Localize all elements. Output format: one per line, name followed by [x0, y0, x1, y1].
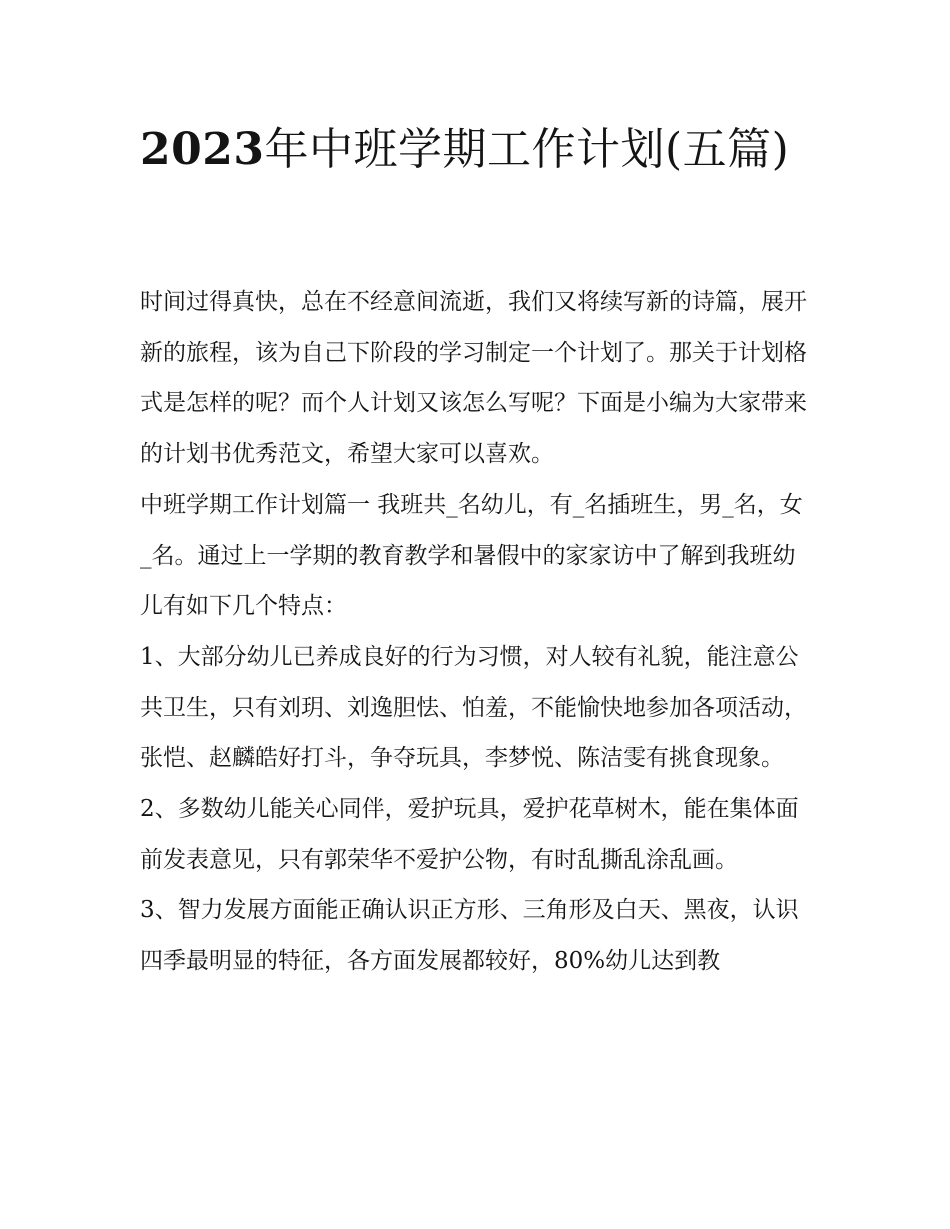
title-year: 2023 — [140, 124, 265, 175]
document-body — [140, 277, 812, 987]
list-item-3: 3、智力发展方面能正确认识正方形、三角形及白天、黑夜，认识四季最明显的特征，各方面发展都较好，80%幼儿达到教 — [140, 897, 799, 975]
intro-paragraph: 时间过得真快，总在不经意间流逝，我们又将续写新的诗篇，展开新的旅程，该为自己下阶段的学习制定一个计划了。那关于计划格式是怎样的呢？而个人计划又该怎么写呢？下面是小编为大家带来的计划书优秀范文，希望大家可以喜欢。 — [140, 289, 807, 468]
list-item-2: 2、多数幼儿能关心同伴，爱护玩具，爱护花草树木，能在集体面前发表意见，只有郭荣华不爱护公物，有时乱撕乱涂乱画。 — [140, 796, 799, 873]
document-title — [140, 110, 812, 190]
title-text: 年中班学期工作计划(五篇) — [264, 124, 790, 175]
list-item-1: 1、大部分幼儿已养成良好的行为习惯，对人较有礼貌，能注意公共卫生，只有刘玥、刘逸胆怯、怕羞，不能愉快地参加各项活动，张恺、赵麟皓好打斗，争夺玩具，李梦悦、陈洁雯有挑食现象。 — [140, 643, 807, 772]
section-intro-paragraph: 中班学期工作计划篇一 我班共_名幼儿，有_名插班生，男_名，女_名。通过上一学期的教育教学和暑假中的家家访中了解到我班幼儿有如下几个特点： — [140, 491, 803, 620]
